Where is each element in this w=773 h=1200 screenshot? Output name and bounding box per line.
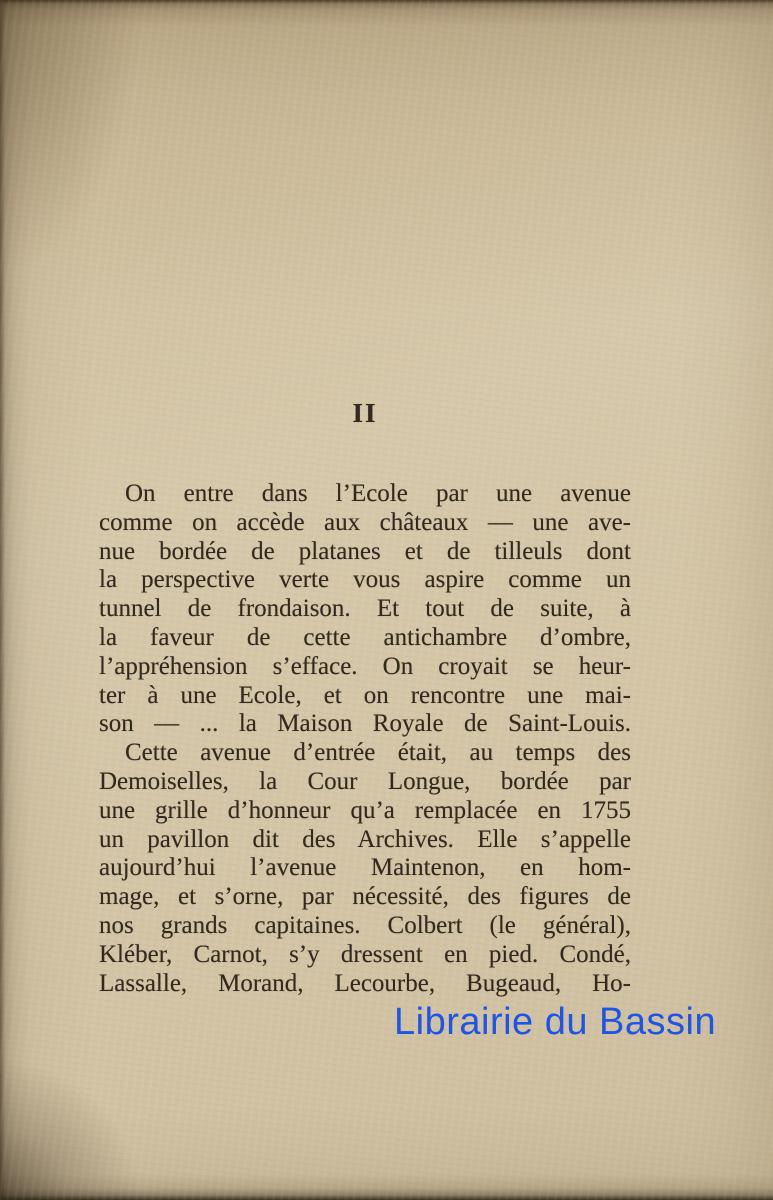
text-line: nue bordée de platanes et de tilleuls dont xyxy=(99,537,631,565)
bookseller-watermark: Librairie du Bassin xyxy=(394,1001,717,1043)
text-line: tunnel de frondaison. Et tout de suite, à xyxy=(99,595,631,623)
text-line: son — ... la Maison Royale de Saint-Louis. xyxy=(99,710,631,738)
text-line: Cette avenue d’entrée était, au temps des xyxy=(125,739,631,767)
chapter-heading: II xyxy=(352,398,378,428)
text-line: une grille d’honneur qu’a remplacée en 1755 xyxy=(99,796,631,824)
text-line: la faveur de cette antichambre d’ombre, xyxy=(99,623,631,651)
text-line: ter à une Ecole, et on rencontre une mai- xyxy=(99,681,631,709)
text-line: Lassalle, Morand, Lecourbe, Bugeaud, Ho- xyxy=(99,969,631,997)
text-line: aujourd’hui l’avenue Maintenon, en hom- xyxy=(99,854,631,882)
text-line: On entre dans l’Ecole par une avenue xyxy=(125,480,631,507)
text-line: l’appréhension s’efface. On croyait se heur- xyxy=(99,652,631,680)
text-line: un pavillon dit des Archives. Elle s’appelle xyxy=(99,825,631,853)
text-line: la perspective verte vous aspire comme un xyxy=(99,566,631,594)
text-line: mage, et s’orne, par nécessité, des figures de xyxy=(99,883,631,911)
text-line: comme on accède aux châteaux — une ave- xyxy=(99,508,631,536)
text-line: Kléber, Carnot, s’y dressent en pied. Condé, xyxy=(99,940,631,968)
body-text xyxy=(99,480,631,998)
text-line: Demoiselles, la Cour Longue, bordée par xyxy=(99,767,631,795)
text-line: nos grands capitaines. Colbert (le général), xyxy=(99,911,631,939)
